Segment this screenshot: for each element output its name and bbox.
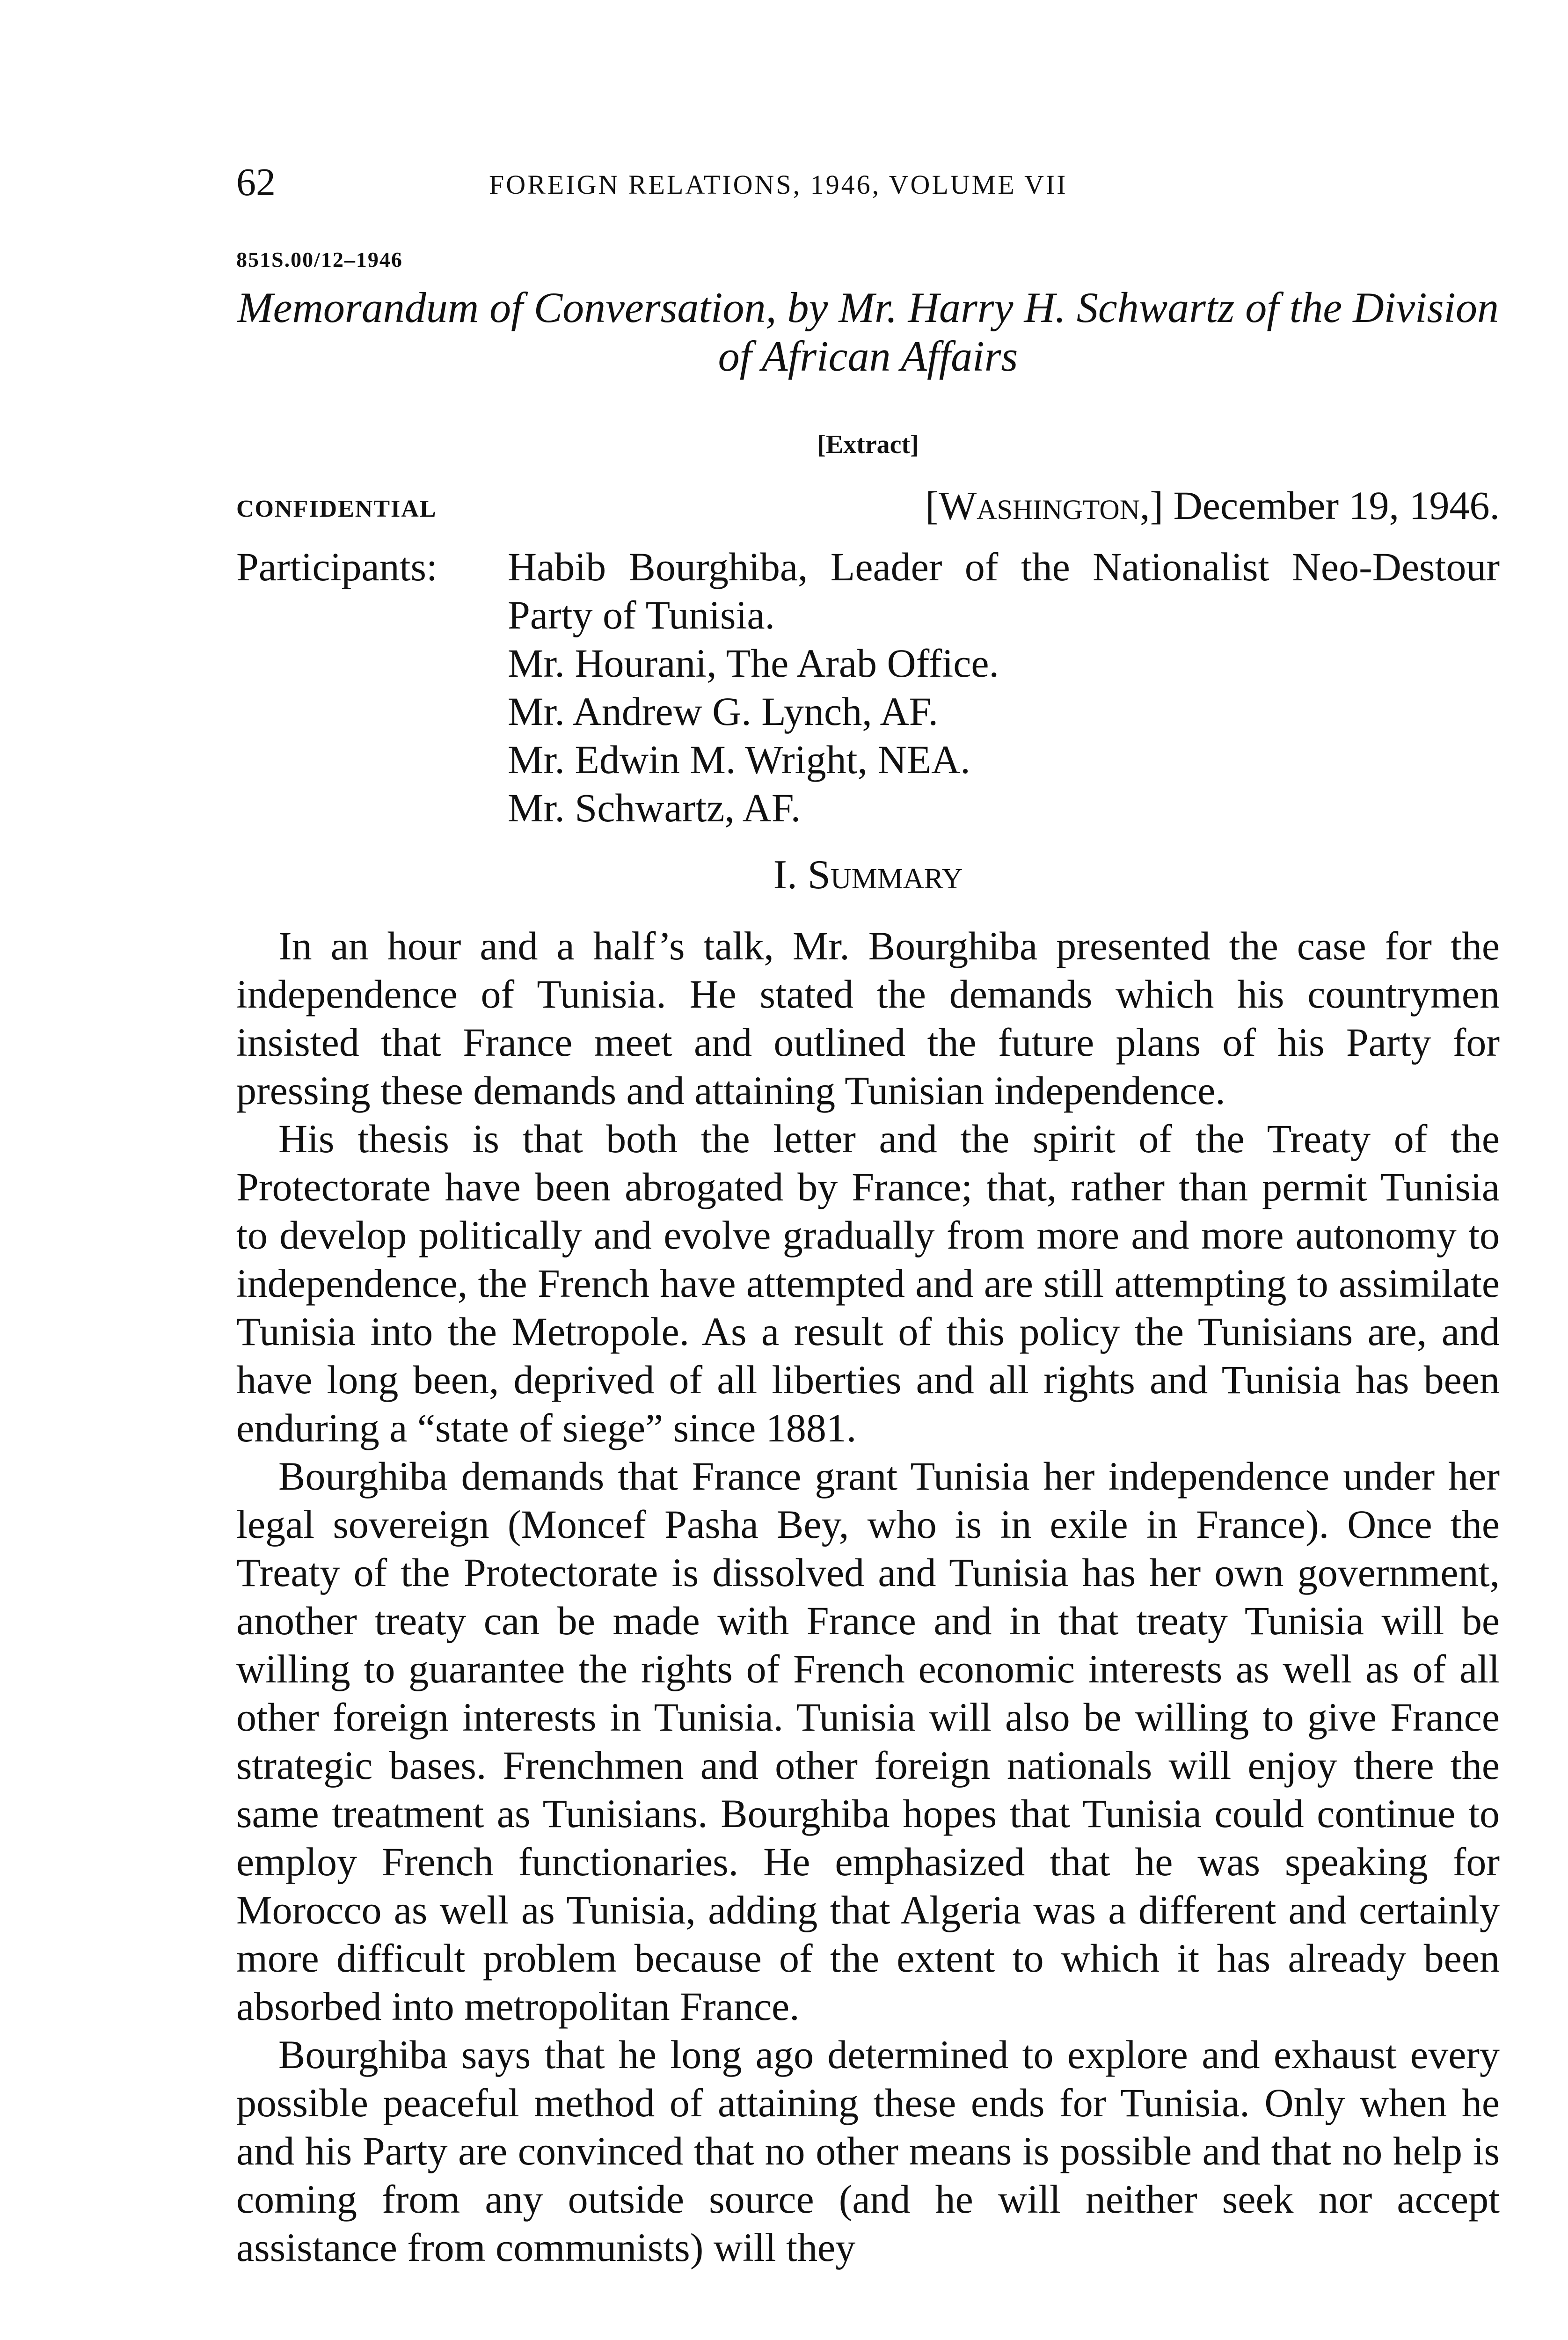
paragraph: Bourghiba says that he long ago determined to explore and exhaust every possible peaceful method of attaining these ends for Tunisia. Only when he and his Party are convinced that no other means is possible and that no help is coming from any outside source (and he will neither seek nor accept assistance from communists) will they	[236, 2032, 1500, 2270]
body-text	[236, 922, 1500, 2272]
classification-label: CONFIDENTIAL	[236, 496, 437, 522]
paragraph: His thesis is that both the letter and the spirit of the Treaty of the Protectorate have been abrogated by France; that, rather than permit Tunisia to develop politically and evolve gradually from more and more autonomy to independence, the French have attempted and are still attempting to assimilate Tunisia into the Metropole. As a result of this policy the Tunisians are, and have long been, deprived of all liberties and all rights and Tunisia has been enduring a “state of siege” since 1881.	[236, 1116, 1500, 1450]
extract-label: [Extract]	[817, 430, 919, 459]
participants-list	[508, 543, 1500, 832]
paragraph: In an hour and a half’s talk, Mr. Bourghiba presented the case for the independence of Tunisia. He stated the demands which his countrymen insisted that France meet and outlined the future plans of his Party for pressing these demands and attaining Tunisian independence.	[236, 923, 1500, 1113]
section-heading	[236, 849, 1500, 901]
dateline	[925, 482, 1500, 529]
memo-title: Memorandum of Conversation, by Mr. Harry H. Schwartz of the Division of African Affairs	[237, 284, 1499, 380]
section-heading-text: I. Summary	[773, 852, 963, 898]
running-title: FOREIGN RELATIONS, 1946, VOLUME VII	[489, 169, 1068, 200]
classification-line	[236, 482, 1500, 534]
page-number: 62	[236, 161, 276, 204]
participant-item: Habib Bourghiba, Leader of the Nationalist Neo-Destour Party of Tunisia.	[508, 544, 1500, 637]
participant-item: Mr. Edwin M. Wright, NEA.	[508, 737, 970, 782]
running-head	[236, 159, 1500, 211]
file-number: 851S.00/12–1946	[236, 248, 403, 271]
dateline-place: [Washington,]	[925, 483, 1164, 528]
participant-item: Mr. Schwartz, AF.	[508, 785, 801, 830]
participant-item: Mr. Andrew G. Lynch, AF.	[508, 689, 939, 734]
dateline-date: December 19, 1946.	[1173, 483, 1500, 528]
paragraph: Bourghiba demands that France grant Tunisia her independence under her legal sovereign (Moncef Pasha Bey, who is in exile in France). Once the Treaty of the Protectorate is dissolved and Tunisia has her own government, another treaty can be made with France and in that treaty Tunisia will be willing to guarantee the rights of French economic interests as well as of all other foreign interests in Tunisia. Tunisia will also be willing to give France strategic bases. Frenchmen and other foreign nationals will enjoy there the same treatment as Tunisians. Bourghiba hopes that Tunisia could continue to employ French functionaries. He emphasized that he was speaking for Morocco as well as Tunisia, adding that Algeria was a different and certainly more difficult problem because of the extent to which it has already been absorbed into metropolitan France.	[236, 1454, 1500, 2029]
participants-label: Participants:	[236, 544, 438, 589]
participant-item: Mr. Hourani, The Arab Office.	[508, 641, 999, 686]
